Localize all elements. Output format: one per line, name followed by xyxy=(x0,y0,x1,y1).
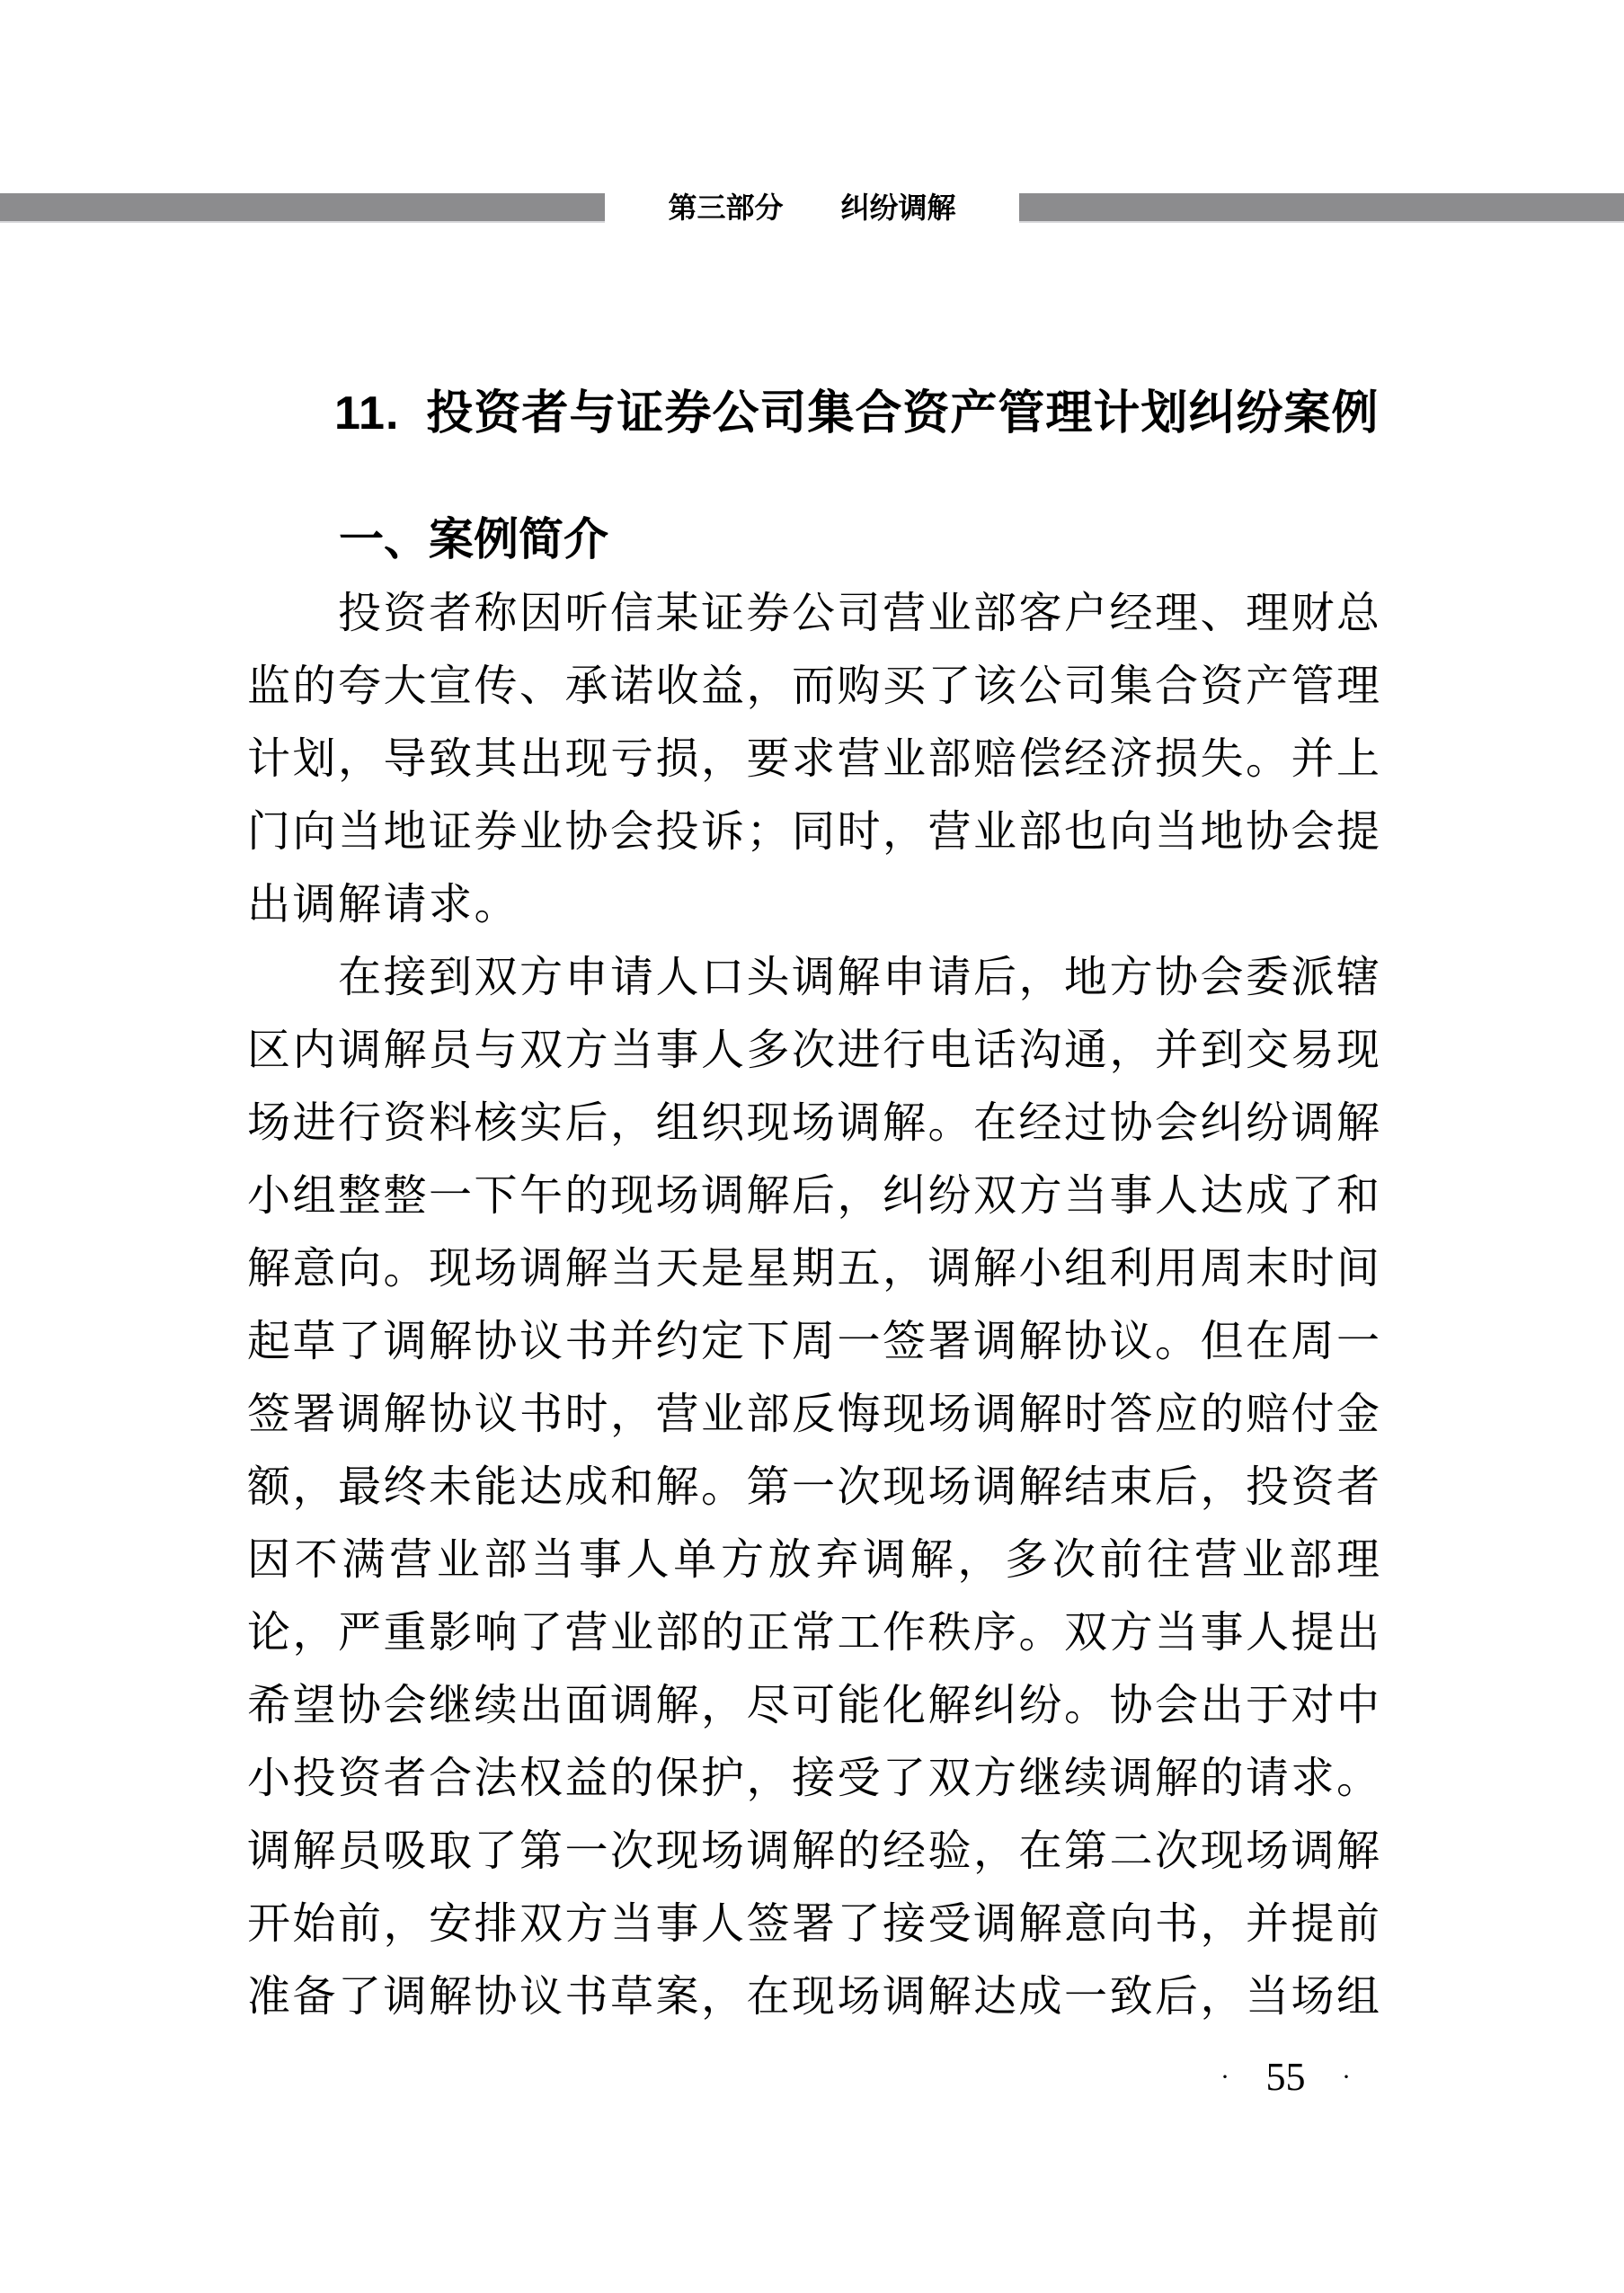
body-line: 小组整整一下午的现场调解后，纠纷双方当事人达成了和 xyxy=(247,1172,1380,1220)
footer-dot-right: · xyxy=(1342,2062,1351,2092)
body-line: 区内调解员与双方当事人多次进行电话沟通，并到交易现 xyxy=(247,1027,1380,1074)
body-line: 出调解请求。 xyxy=(247,881,520,929)
body-line: 准备了调解协议书草案，在现场调解达成一致后，当场组 xyxy=(247,1973,1380,2021)
body-line: 小投资者合法权益的保护，接受了双方继续调解的请求。 xyxy=(247,1755,1380,1802)
header-bar-right xyxy=(1019,193,1624,223)
body-line: 希望协会继续出面调解，尽可能化解纠纷。协会出于对中 xyxy=(247,1682,1380,1729)
header-part-label: 第三部分 xyxy=(668,191,784,224)
body-line: 论，严重影响了营业部的正常工作秩序。双方当事人提出 xyxy=(247,1609,1380,1657)
page-number: 55 xyxy=(1265,2055,1306,2099)
running-header xyxy=(0,193,1624,223)
body-line: 因不满营业部当事人单方放弃调解，多次前往营业部理 xyxy=(247,1536,1380,1584)
chapter-title xyxy=(334,387,1379,440)
page-number-footer xyxy=(1220,2057,1351,2098)
paragraph-1 xyxy=(247,577,1380,941)
header-bar-left xyxy=(0,193,605,223)
chapter-title-text: 投资者与证券公司集合资产管理计划纠纷案例 xyxy=(426,387,1380,440)
body-line: 在接到双方申请人口头调解申请后，地方协会委派辖 xyxy=(338,954,1380,1001)
body-line: 起草了调解协议书并约定下周一签署调解协议。但在周一 xyxy=(247,1318,1380,1365)
paragraph-2 xyxy=(247,941,1380,2033)
body-line: 签署调解协议书时，营业部反悔现场调解时答应的赔付金 xyxy=(247,1391,1380,1438)
body-line: 投资者称因听信某证券公司营业部客户经理、理财总 xyxy=(338,590,1380,637)
body-line: 开始前，安排双方当事人签署了接受调解意向书，并提前 xyxy=(247,1900,1380,1948)
body-line: 场进行资料核实后，组织现场调解。在经过协会纠纷调解 xyxy=(247,1099,1380,1147)
body-line: 监的夸大宣传、承诺收益，而购买了该公司集合资产管理 xyxy=(247,662,1380,710)
body-line: 调解员吸取了第一次现场调解的经验，在第二次现场调解 xyxy=(247,1827,1380,1875)
header-title xyxy=(605,193,1019,223)
body-line: 计划，导致其出现亏损，要求营业部赔偿经济损失。并上 xyxy=(247,735,1380,783)
body-text xyxy=(247,577,1380,2033)
body-line: 解意向。现场调解当天是星期五，调解小组利用周末时间 xyxy=(247,1245,1380,1293)
footer-dot-left: · xyxy=(1220,2062,1229,2092)
body-line: 门向当地证券业协会投诉；同时，营业部也向当地协会提 xyxy=(247,808,1380,856)
section-heading: 一、案例简介 xyxy=(339,514,608,564)
chapter-title-number: 11. xyxy=(334,387,400,440)
header-section-label: 纠纷调解 xyxy=(840,191,956,224)
body-line: 额，最终未能达成和解。第一次现场调解结束后，投资者 xyxy=(247,1463,1380,1511)
